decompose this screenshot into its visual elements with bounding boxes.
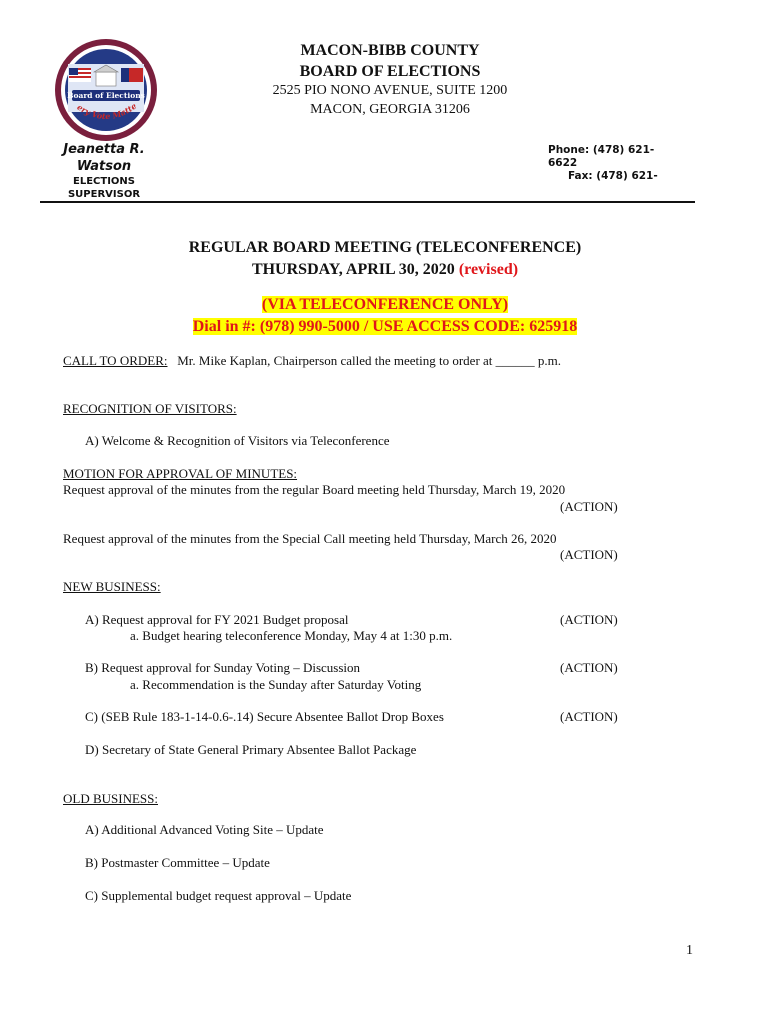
meeting-title: REGULAR BOARD MEETING (TELECONFERENCE): [188, 239, 582, 256]
teleconference-notice: (VIA TELECONFERENCE ONLY): [261, 296, 509, 313]
old-business-item-c: C) Supplemental budget request approval – Update: [85, 888, 352, 903]
recognition-heading: RECOGNITION OF VISITORS:: [63, 401, 237, 416]
phone-number: Phone: (478) 621-6622: [548, 144, 655, 169]
minutes-item-1: Request approval of the minutes from the regular Board meeting held Thursday, March 19, 2020: [63, 482, 566, 497]
new-business-item-c: C) (SEB Rule 183-1-14-0.6-.14) Secure Absentee Ballot Drop Boxes: [85, 709, 444, 724]
minutes-item-1-action: (ACTION): [560, 499, 618, 514]
address-line-1: 2525 PIO NONO AVENUE, SUITE 1200: [272, 83, 508, 98]
new-business-item-a: A) Request approval for FY 2021 Budget proposal: [85, 612, 349, 627]
minutes-heading: MOTION FOR APPROVAL OF MINUTES:: [63, 466, 298, 481]
contact-block: [548, 144, 683, 186]
meeting-date-line: [40, 259, 730, 281]
organization-address: [230, 81, 550, 119]
old-business-heading: OLD BUSINESS:: [63, 791, 158, 806]
new-business-item-b-sub: a. Recommendation is the Sunday after Saturday Voting: [130, 677, 422, 692]
new-business-item-b: B) Request approval for Sunday Voting – Discussion: [85, 660, 361, 675]
supervisor-block: [54, 141, 154, 200]
logo-ribbon-text: Board of Elections: [67, 91, 145, 100]
revised-tag: (revised): [458, 261, 519, 278]
organization-name: [230, 40, 550, 82]
org-line-2: BOARD OF ELECTIONS: [299, 63, 481, 80]
new-business-item-c-action: (ACTION): [560, 709, 618, 724]
minutes-item-2-action: (ACTION): [560, 547, 618, 562]
new-business-heading: NEW BUSINESS:: [63, 579, 161, 594]
logo-arc-text: ery Vote Matte: [75, 100, 139, 122]
page-number: 1: [686, 943, 693, 958]
dial-in-line: [40, 316, 730, 338]
org-line-1: MACON-BIBB COUNTY: [300, 42, 480, 59]
call-to-order-label: CALL TO ORDER:: [63, 353, 168, 368]
new-business-item-a-action: (ACTION): [560, 612, 618, 627]
new-business-item-b-action: (ACTION): [560, 660, 618, 675]
new-business-item-a-sub: a. Budget hearing teleconference Monday, May 4 at 1:30 p.m.: [130, 628, 453, 643]
old-business-item-a: A) Additional Advanced Voting Site – Update: [85, 822, 324, 837]
supervisor-name: Jeanetta R. Watson: [63, 142, 145, 174]
header-divider: [40, 201, 695, 203]
fax-number: Fax: (478) 621-: [568, 170, 658, 182]
board-of-elections-logo: [54, 38, 158, 142]
recognition-item: A) Welcome & Recognition of Visitors via Teleconference: [85, 433, 390, 448]
call-to-order: [63, 353, 561, 369]
supervisor-title: ELECTIONS SUPERVISOR: [67, 176, 141, 200]
teleconference-line: [40, 294, 730, 316]
address-line-2: MACON, GEORGIA 31206: [310, 102, 470, 117]
meeting-date: THURSDAY, APRIL 30, 2020: [251, 261, 455, 278]
dial-in-info: Dial in #: (978) 990-5000 / USE ACCESS CODE: 625918: [192, 318, 578, 335]
call-to-order-text: Mr. Mike Kaplan, Chairperson called the meeting to order at ______ p.m.: [177, 353, 562, 368]
old-business-item-b: B) Postmaster Committee – Update: [85, 855, 270, 870]
minutes-item-2: Request approval of the minutes from the Special Call meeting held Thursday, March 26, 2020: [63, 531, 557, 546]
new-business-item-d: D) Secretary of State General Primary Absentee Ballot Package: [85, 742, 417, 757]
